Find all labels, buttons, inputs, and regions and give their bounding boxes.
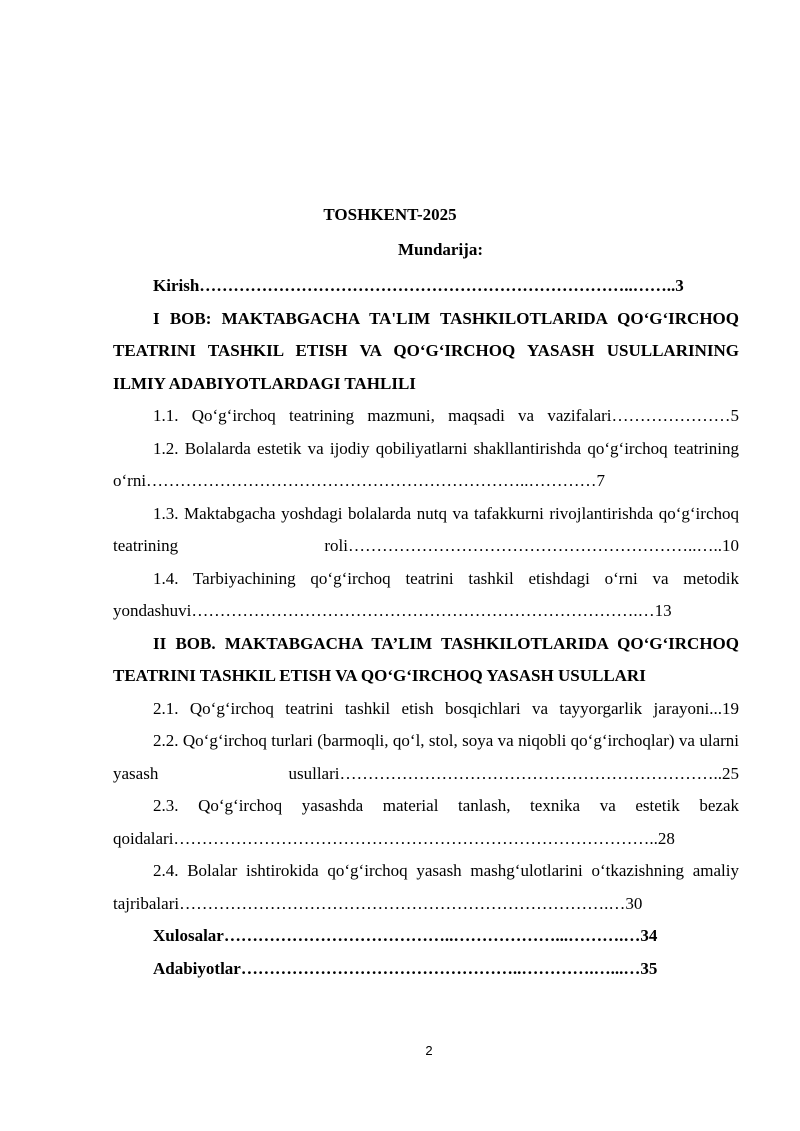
toc-entry-2-3: 2.3. Qo‘g‘irchoq yasashda material tanlash, texnika va estetik bezak qoidalari…………………………………………………………………………..28 — [113, 796, 739, 848]
table-of-contents — [113, 270, 739, 985]
toc-entry-1-2: 1.2. Bolalarda estetik va ijodiy qobiliyatlarni shakllantirishda qo‘g‘irchoq teatrining o‘rni…………………………………………………………..…………7 — [113, 438, 739, 490]
toc-entry-2-2: 2.2. Qo‘g‘irchoq turlari (barmoqli, qo‘l, stol, soya va niqobli qo‘g‘irchoqlar) va ularni yasash usullari…………………………………………………………..25 — [113, 731, 739, 783]
toc-chapter-2: II BOB. MAKTABGACHA TA’LIM TASHKILOTLARIDA QO‘G‘IRCHOQ TEATRINI TASHKIL ETISH VA QO‘G‘IRCHOQ YASASH USULLARI — [113, 633, 739, 685]
city-year-heading: TOSHKENT-2025 — [323, 205, 457, 224]
page-number: 2 — [425, 1043, 433, 1058]
toc-entry-intro: Kirish…………………………………………………………………..……..3 — [153, 276, 684, 295]
toc-entry-1-3: 1.3. Maktabgacha yoshdagi bolalarda nutq va tafakkurni rivojlantirishda qo‘g‘irchoq teatrining roli……………………………………………………..…..10 — [113, 503, 739, 555]
toc-entry-conclusions: Xulosalar…………………………………..………………...……….…34 — [153, 926, 658, 945]
toc-chapter-1: I BOB: MAKTABGACHA TA'LIM TASHKILOTLARIDA QO‘G‘IRCHOQ TEATRINI TASHKIL ETISH VA QO‘G‘IRCHOQ YASASH USULLARINING ILMIY ADABIYOTLARDAGI TAHLILI — [113, 308, 739, 393]
toc-title: Mundarija: — [398, 240, 483, 259]
toc-entry-2-1: 2.1. Qo‘g‘irchoq teatrini tashkil etish bosqichlari va tayyorgarlik jarayoni...19 — [153, 698, 739, 718]
toc-entry-references: Adabiyotlar…………………………………………..………….…...…35 — [153, 958, 658, 978]
toc-entry-2-4: 2.4. Bolalar ishtirokida qo‘g‘irchoq yasash mashg‘ulotlarini o‘tkazishning amaliy tajribalari………………………………………………………………….…30 — [113, 861, 739, 913]
toc-entry-1-1: 1.1. Qo‘g‘irchoq teatrining mazmuni, maqsadi va vazifalari…………………5 — [153, 406, 739, 425]
toc-entry-1-4: 1.4. Tarbiyachining qo‘g‘irchoq teatrini tashkil etishdagi o‘rni va metodik yondashuvi…………………………………………………………………….…13 — [113, 568, 739, 620]
